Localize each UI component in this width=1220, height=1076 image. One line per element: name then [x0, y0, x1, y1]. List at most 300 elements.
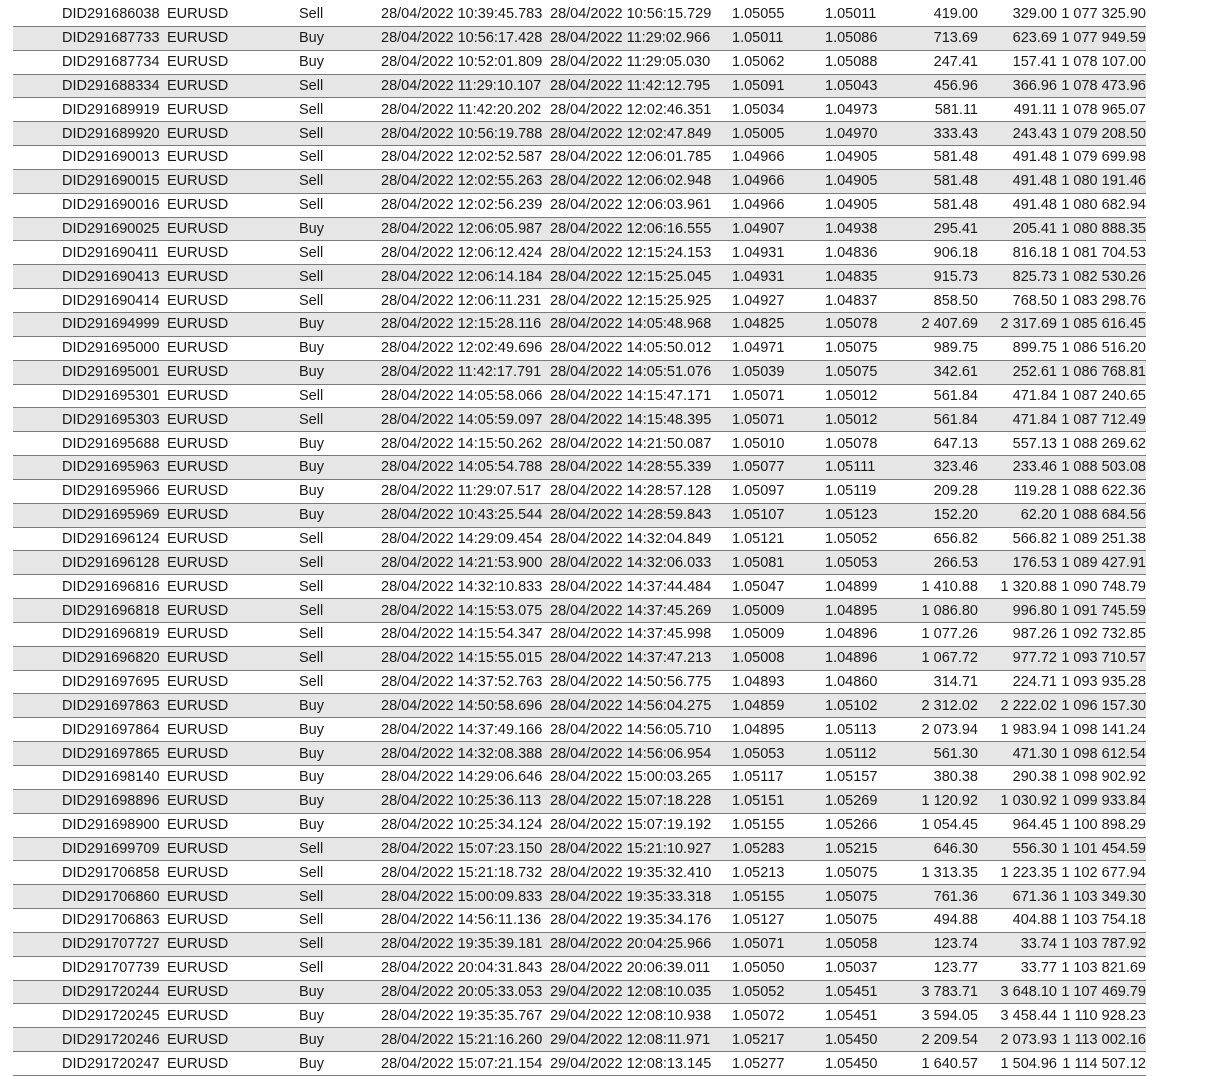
- net-profit-cell: 176.53: [978, 551, 1057, 575]
- table-row: [13, 551, 1146, 575]
- net-profit-cell: 671.36: [978, 885, 1057, 909]
- trade-type-cell: Sell: [299, 575, 381, 599]
- gross-profit-cell: 656.82: [905, 527, 978, 551]
- close-price-cell: 1.04905: [825, 146, 905, 170]
- balance-cell: 1 107 469.79: [1057, 980, 1146, 1004]
- deal-id-cell: DID291706863: [13, 909, 167, 933]
- balance-cell: 1 103 754.18: [1057, 909, 1146, 933]
- symbol-cell: EURUSD: [167, 527, 299, 551]
- symbol-cell: EURUSD: [167, 932, 299, 956]
- trade-type-cell: Sell: [299, 265, 381, 289]
- close-price-cell: 1.04837: [825, 289, 905, 313]
- close-time-cell: 28/04/2022 14:28:59.843: [550, 503, 732, 527]
- deal-id-cell: DID291720247: [13, 1052, 167, 1076]
- symbol-cell: EURUSD: [167, 265, 299, 289]
- close-time-cell: 28/04/2022 14:56:04.275: [550, 694, 732, 718]
- deal-id-cell: DID291696819: [13, 622, 167, 646]
- close-price-cell: 1.05052: [825, 527, 905, 551]
- balance-cell: 1 088 269.62: [1057, 432, 1146, 456]
- balance-cell: 1 081 704.53: [1057, 241, 1146, 265]
- symbol-cell: EURUSD: [167, 670, 299, 694]
- open-price-cell: 1.05011: [732, 26, 825, 50]
- close-price-cell: 1.05451: [825, 980, 905, 1004]
- deal-id-cell: DID291694999: [13, 312, 167, 336]
- open-time-cell: 28/04/2022 11:42:20.202: [381, 98, 550, 122]
- deal-id-cell: DID291689919: [13, 98, 167, 122]
- gross-profit-cell: 1 410.88: [905, 575, 978, 599]
- trade-type-cell: Buy: [299, 479, 381, 503]
- symbol-cell: EURUSD: [167, 694, 299, 718]
- close-time-cell: 28/04/2022 15:07:18.228: [550, 789, 732, 813]
- open-time-cell: 28/04/2022 14:15:53.075: [381, 599, 550, 623]
- table-row: [13, 813, 1146, 837]
- balance-cell: 1 088 622.36: [1057, 479, 1146, 503]
- balance-cell: 1 114 507.12: [1057, 1052, 1146, 1076]
- open-time-cell: 28/04/2022 12:02:55.263: [381, 169, 550, 193]
- gross-profit-cell: 123.77: [905, 956, 978, 980]
- table-row: [13, 336, 1146, 360]
- close-price-cell: 1.04905: [825, 169, 905, 193]
- net-profit-cell: 33.77: [978, 956, 1057, 980]
- balance-cell: 1 079 699.98: [1057, 146, 1146, 170]
- table-row: [13, 837, 1146, 861]
- open-time-cell: 28/04/2022 10:52:01.809: [381, 50, 550, 74]
- close-price-cell: 1.04836: [825, 241, 905, 265]
- open-price-cell: 1.05009: [732, 599, 825, 623]
- net-profit-cell: 1 030.92: [978, 789, 1057, 813]
- balance-cell: 1 091 745.59: [1057, 599, 1146, 623]
- deal-id-cell: DID291698896: [13, 789, 167, 813]
- net-profit-cell: 233.46: [978, 456, 1057, 480]
- open-time-cell: 28/04/2022 19:35:39.181: [381, 932, 550, 956]
- symbol-cell: EURUSD: [167, 718, 299, 742]
- symbol-cell: EURUSD: [167, 885, 299, 909]
- deal-id-cell: DID291696124: [13, 527, 167, 551]
- trade-type-cell: Sell: [299, 646, 381, 670]
- open-price-cell: 1.05107: [732, 503, 825, 527]
- net-profit-cell: 366.96: [978, 74, 1057, 98]
- deal-id-cell: DID291707739: [13, 956, 167, 980]
- symbol-cell: EURUSD: [167, 575, 299, 599]
- close-time-cell: 28/04/2022 14:56:05.710: [550, 718, 732, 742]
- close-time-cell: 28/04/2022 14:56:06.954: [550, 742, 732, 766]
- close-price-cell: 1.05086: [825, 26, 905, 50]
- open-price-cell: 1.04971: [732, 336, 825, 360]
- close-price-cell: 1.05078: [825, 432, 905, 456]
- deal-id-cell: DID291695303: [13, 408, 167, 432]
- net-profit-cell: 404.88: [978, 909, 1057, 933]
- trade-type-cell: Buy: [299, 432, 381, 456]
- balance-cell: 1 077 949.59: [1057, 26, 1146, 50]
- table-row: [13, 146, 1146, 170]
- deal-id-cell: DID291696820: [13, 646, 167, 670]
- close-time-cell: 29/04/2022 12:08:10.938: [550, 1004, 732, 1028]
- net-profit-cell: 224.71: [978, 670, 1057, 694]
- symbol-cell: EURUSD: [167, 766, 299, 790]
- table-row: [13, 646, 1146, 670]
- gross-profit-cell: 2 407.69: [905, 312, 978, 336]
- net-profit-cell: 491.48: [978, 193, 1057, 217]
- open-time-cell: 28/04/2022 14:21:53.900: [381, 551, 550, 575]
- close-price-cell: 1.05450: [825, 1052, 905, 1076]
- symbol-cell: EURUSD: [167, 384, 299, 408]
- deal-id-cell: DID291695001: [13, 360, 167, 384]
- trade-type-cell: Sell: [299, 885, 381, 909]
- gross-profit-cell: 906.18: [905, 241, 978, 265]
- open-time-cell: 28/04/2022 12:02:56.239: [381, 193, 550, 217]
- close-price-cell: 1.05102: [825, 694, 905, 718]
- close-time-cell: 28/04/2022 14:32:04.849: [550, 527, 732, 551]
- deal-id-cell: DID291686038: [13, 3, 167, 26]
- gross-profit-cell: 561.84: [905, 408, 978, 432]
- trade-type-cell: Buy: [299, 503, 381, 527]
- trade-type-cell: Buy: [299, 718, 381, 742]
- trade-type-cell: Sell: [299, 289, 381, 313]
- table-row: [13, 503, 1146, 527]
- symbol-cell: EURUSD: [167, 408, 299, 432]
- balance-cell: 1 086 516.20: [1057, 336, 1146, 360]
- open-time-cell: 28/04/2022 14:15:50.262: [381, 432, 550, 456]
- open-price-cell: 1.05008: [732, 646, 825, 670]
- gross-profit-cell: 2 073.94: [905, 718, 978, 742]
- trade-type-cell: Sell: [299, 98, 381, 122]
- trade-type-cell: Sell: [299, 861, 381, 885]
- open-price-cell: 1.05062: [732, 50, 825, 74]
- close-time-cell: 28/04/2022 11:42:12.795: [550, 74, 732, 98]
- close-time-cell: 28/04/2022 14:37:47.213: [550, 646, 732, 670]
- deal-id-cell: DID291697863: [13, 694, 167, 718]
- close-price-cell: 1.04899: [825, 575, 905, 599]
- close-price-cell: 1.05053: [825, 551, 905, 575]
- symbol-cell: EURUSD: [167, 217, 299, 241]
- gross-profit-cell: 209.28: [905, 479, 978, 503]
- close-price-cell: 1.04896: [825, 622, 905, 646]
- open-time-cell: 28/04/2022 14:37:49.166: [381, 718, 550, 742]
- open-price-cell: 1.05005: [732, 122, 825, 146]
- trade-type-cell: Buy: [299, 694, 381, 718]
- deal-id-cell: DID291695966: [13, 479, 167, 503]
- gross-profit-cell: 858.50: [905, 289, 978, 313]
- close-time-cell: 28/04/2022 12:15:25.045: [550, 265, 732, 289]
- open-time-cell: 28/04/2022 12:06:14.184: [381, 265, 550, 289]
- balance-cell: 1 080 191.46: [1057, 169, 1146, 193]
- close-time-cell: 28/04/2022 14:05:48.968: [550, 312, 732, 336]
- table-row: [13, 384, 1146, 408]
- trade-type-cell: Buy: [299, 217, 381, 241]
- close-price-cell: 1.05113: [825, 718, 905, 742]
- trade-type-cell: Buy: [299, 742, 381, 766]
- symbol-cell: EURUSD: [167, 456, 299, 480]
- trade-type-cell: Sell: [299, 527, 381, 551]
- trade-type-cell: Buy: [299, 360, 381, 384]
- close-price-cell: 1.05011: [825, 3, 905, 26]
- close-price-cell: 1.05075: [825, 360, 905, 384]
- table-row: [13, 1028, 1146, 1052]
- gross-profit-cell: 581.48: [905, 193, 978, 217]
- close-price-cell: 1.05266: [825, 813, 905, 837]
- table-row: [13, 599, 1146, 623]
- close-price-cell: 1.05037: [825, 956, 905, 980]
- open-time-cell: 28/04/2022 12:15:28.116: [381, 312, 550, 336]
- close-price-cell: 1.05012: [825, 384, 905, 408]
- table-row: [13, 694, 1146, 718]
- deal-id-cell: DID291720244: [13, 980, 167, 1004]
- open-time-cell: 28/04/2022 12:02:49.696: [381, 336, 550, 360]
- close-time-cell: 28/04/2022 19:35:32.410: [550, 861, 732, 885]
- open-price-cell: 1.04966: [732, 169, 825, 193]
- trade-table-body: [13, 3, 1146, 1075]
- balance-cell: 1 110 928.23: [1057, 1004, 1146, 1028]
- close-time-cell: 28/04/2022 20:06:39.011: [550, 956, 732, 980]
- gross-profit-cell: 1 640.57: [905, 1052, 978, 1076]
- net-profit-cell: 33.74: [978, 932, 1057, 956]
- balance-cell: 1 090 748.79: [1057, 575, 1146, 599]
- symbol-cell: EURUSD: [167, 241, 299, 265]
- close-time-cell: 28/04/2022 12:15:25.925: [550, 289, 732, 313]
- deal-id-cell: DID291696128: [13, 551, 167, 575]
- symbol-cell: EURUSD: [167, 1028, 299, 1052]
- close-price-cell: 1.04835: [825, 265, 905, 289]
- close-time-cell: 29/04/2022 12:08:10.035: [550, 980, 732, 1004]
- net-profit-cell: 1 223.35: [978, 861, 1057, 885]
- balance-cell: 1 103 787.92: [1057, 932, 1146, 956]
- symbol-cell: EURUSD: [167, 98, 299, 122]
- balance-cell: 1 098 612.54: [1057, 742, 1146, 766]
- balance-cell: 1 098 902.92: [1057, 766, 1146, 790]
- open-price-cell: 1.05047: [732, 575, 825, 599]
- close-time-cell: 28/04/2022 12:02:47.849: [550, 122, 732, 146]
- open-price-cell: 1.05010: [732, 432, 825, 456]
- net-profit-cell: 243.43: [978, 122, 1057, 146]
- net-profit-cell: 566.82: [978, 527, 1057, 551]
- open-time-cell: 28/04/2022 12:06:05.987: [381, 217, 550, 241]
- trade-type-cell: Buy: [299, 980, 381, 1004]
- deal-id-cell: DID291695688: [13, 432, 167, 456]
- close-price-cell: 1.05075: [825, 336, 905, 360]
- balance-cell: 1 087 712.49: [1057, 408, 1146, 432]
- trade-type-cell: Sell: [299, 241, 381, 265]
- deal-id-cell: DID291695301: [13, 384, 167, 408]
- close-time-cell: 29/04/2022 12:08:11.971: [550, 1028, 732, 1052]
- deal-id-cell: DID291689920: [13, 122, 167, 146]
- close-time-cell: 28/04/2022 19:35:34.176: [550, 909, 732, 933]
- close-price-cell: 1.04938: [825, 217, 905, 241]
- gross-profit-cell: 1 313.35: [905, 861, 978, 885]
- trade-type-cell: Buy: [299, 1052, 381, 1076]
- balance-cell: 1 093 935.28: [1057, 670, 1146, 694]
- open-price-cell: 1.05283: [732, 837, 825, 861]
- deal-id-cell: DID291690015: [13, 169, 167, 193]
- table-row: [13, 98, 1146, 122]
- table-row: [13, 217, 1146, 241]
- close-price-cell: 1.05075: [825, 861, 905, 885]
- trade-type-cell: Sell: [299, 146, 381, 170]
- net-profit-cell: 2 222.02: [978, 694, 1057, 718]
- open-price-cell: 1.05072: [732, 1004, 825, 1028]
- deal-id-cell: DID291690411: [13, 241, 167, 265]
- open-price-cell: 1.04825: [732, 312, 825, 336]
- trade-type-cell: Sell: [299, 384, 381, 408]
- deal-id-cell: DID291697864: [13, 718, 167, 742]
- close-price-cell: 1.04895: [825, 599, 905, 623]
- open-time-cell: 28/04/2022 15:07:23.150: [381, 837, 550, 861]
- table-row: [13, 670, 1146, 694]
- table-row: [13, 479, 1146, 503]
- trade-type-cell: Buy: [299, 456, 381, 480]
- gross-profit-cell: 266.53: [905, 551, 978, 575]
- net-profit-cell: 899.75: [978, 336, 1057, 360]
- symbol-cell: EURUSD: [167, 432, 299, 456]
- net-profit-cell: 2 317.69: [978, 312, 1057, 336]
- deal-id-cell: DID291696818: [13, 599, 167, 623]
- close-time-cell: 28/04/2022 12:02:46.351: [550, 98, 732, 122]
- close-price-cell: 1.04896: [825, 646, 905, 670]
- close-price-cell: 1.04860: [825, 670, 905, 694]
- close-time-cell: 28/04/2022 14:28:57.128: [550, 479, 732, 503]
- close-time-cell: 28/04/2022 10:56:15.729: [550, 3, 732, 26]
- close-time-cell: 28/04/2022 15:21:10.927: [550, 837, 732, 861]
- gross-profit-cell: 342.61: [905, 360, 978, 384]
- gross-profit-cell: 1 067.72: [905, 646, 978, 670]
- open-price-cell: 1.04895: [732, 718, 825, 742]
- table-row: [13, 74, 1146, 98]
- open-price-cell: 1.04859: [732, 694, 825, 718]
- close-time-cell: 28/04/2022 11:29:05.030: [550, 50, 732, 74]
- close-price-cell: 1.05215: [825, 837, 905, 861]
- deal-id-cell: DID291720246: [13, 1028, 167, 1052]
- trade-type-cell: Sell: [299, 622, 381, 646]
- open-price-cell: 1.05217: [732, 1028, 825, 1052]
- open-time-cell: 28/04/2022 11:29:07.517: [381, 479, 550, 503]
- balance-cell: 1 102 677.94: [1057, 861, 1146, 885]
- gross-profit-cell: 295.41: [905, 217, 978, 241]
- symbol-cell: EURUSD: [167, 169, 299, 193]
- symbol-cell: EURUSD: [167, 1004, 299, 1028]
- balance-cell: 1 098 141.24: [1057, 718, 1146, 742]
- open-price-cell: 1.05034: [732, 98, 825, 122]
- open-time-cell: 28/04/2022 10:39:45.783: [381, 3, 550, 26]
- close-price-cell: 1.05075: [825, 885, 905, 909]
- net-profit-cell: 556.30: [978, 837, 1057, 861]
- open-price-cell: 1.05277: [732, 1052, 825, 1076]
- open-price-cell: 1.05151: [732, 789, 825, 813]
- close-time-cell: 28/04/2022 12:06:02.948: [550, 169, 732, 193]
- trade-type-cell: Sell: [299, 74, 381, 98]
- balance-cell: 1 113 002.16: [1057, 1028, 1146, 1052]
- open-time-cell: 28/04/2022 10:43:25.544: [381, 503, 550, 527]
- close-time-cell: 28/04/2022 15:00:03.265: [550, 766, 732, 790]
- open-price-cell: 1.04931: [732, 241, 825, 265]
- open-time-cell: 28/04/2022 19:35:35.767: [381, 1004, 550, 1028]
- balance-cell: 1 080 888.35: [1057, 217, 1146, 241]
- table-row: [13, 408, 1146, 432]
- gross-profit-cell: 761.36: [905, 885, 978, 909]
- open-time-cell: 28/04/2022 15:00:09.833: [381, 885, 550, 909]
- deal-id-cell: DID291690413: [13, 265, 167, 289]
- close-time-cell: 28/04/2022 14:05:51.076: [550, 360, 732, 384]
- symbol-cell: EURUSD: [167, 622, 299, 646]
- net-profit-cell: 119.28: [978, 479, 1057, 503]
- close-time-cell: 28/04/2022 14:50:56.775: [550, 670, 732, 694]
- deal-id-cell: DID291699709: [13, 837, 167, 861]
- table-row: [13, 766, 1146, 790]
- symbol-cell: EURUSD: [167, 909, 299, 933]
- trade-type-cell: Sell: [299, 909, 381, 933]
- gross-profit-cell: 380.38: [905, 766, 978, 790]
- table-row: [13, 3, 1146, 26]
- gross-profit-cell: 123.74: [905, 932, 978, 956]
- table-row: [13, 1052, 1146, 1076]
- gross-profit-cell: 314.71: [905, 670, 978, 694]
- open-price-cell: 1.05071: [732, 408, 825, 432]
- gross-profit-cell: 1 077.26: [905, 622, 978, 646]
- balance-cell: 1 096 157.30: [1057, 694, 1146, 718]
- deal-id-cell: DID291697695: [13, 670, 167, 694]
- gross-profit-cell: 494.88: [905, 909, 978, 933]
- open-price-cell: 1.04907: [732, 217, 825, 241]
- net-profit-cell: 964.45: [978, 813, 1057, 837]
- table-row: [13, 861, 1146, 885]
- table-row: [13, 1004, 1146, 1028]
- deal-id-cell: DID291687733: [13, 26, 167, 50]
- table-row: [13, 312, 1146, 336]
- close-time-cell: 28/04/2022 12:15:24.153: [550, 241, 732, 265]
- close-price-cell: 1.05078: [825, 312, 905, 336]
- gross-profit-cell: 152.20: [905, 503, 978, 527]
- table-row: [13, 718, 1146, 742]
- balance-cell: 1 101 454.59: [1057, 837, 1146, 861]
- gross-profit-cell: 419.00: [905, 3, 978, 26]
- table-row: [13, 26, 1146, 50]
- deal-id-cell: DID291690414: [13, 289, 167, 313]
- open-price-cell: 1.05155: [732, 885, 825, 909]
- net-profit-cell: 977.72: [978, 646, 1057, 670]
- table-row: [13, 122, 1146, 146]
- net-profit-cell: 491.48: [978, 169, 1057, 193]
- trade-type-cell: Buy: [299, 312, 381, 336]
- close-time-cell: 28/04/2022 14:28:55.339: [550, 456, 732, 480]
- open-time-cell: 28/04/2022 12:02:52.587: [381, 146, 550, 170]
- open-price-cell: 1.05097: [732, 479, 825, 503]
- trade-type-cell: Sell: [299, 408, 381, 432]
- open-time-cell: 28/04/2022 14:37:52.763: [381, 670, 550, 694]
- gross-profit-cell: 561.30: [905, 742, 978, 766]
- open-price-cell: 1.05121: [732, 527, 825, 551]
- close-price-cell: 1.05123: [825, 503, 905, 527]
- close-price-cell: 1.04905: [825, 193, 905, 217]
- net-profit-cell: 825.73: [978, 265, 1057, 289]
- open-time-cell: 28/04/2022 14:05:59.097: [381, 408, 550, 432]
- open-time-cell: 28/04/2022 20:05:33.053: [381, 980, 550, 1004]
- net-profit-cell: 1 983.94: [978, 718, 1057, 742]
- trade-type-cell: Buy: [299, 813, 381, 837]
- trade-type-cell: Sell: [299, 193, 381, 217]
- symbol-cell: EURUSD: [167, 26, 299, 50]
- open-time-cell: 28/04/2022 14:05:58.066: [381, 384, 550, 408]
- symbol-cell: EURUSD: [167, 312, 299, 336]
- net-profit-cell: 471.30: [978, 742, 1057, 766]
- close-price-cell: 1.05450: [825, 1028, 905, 1052]
- balance-cell: 1 086 768.81: [1057, 360, 1146, 384]
- close-time-cell: 28/04/2022 14:32:06.033: [550, 551, 732, 575]
- deal-id-cell: DID291695000: [13, 336, 167, 360]
- table-row: [13, 885, 1146, 909]
- close-time-cell: 28/04/2022 15:07:19.192: [550, 813, 732, 837]
- open-time-cell: 28/04/2022 14:15:54.347: [381, 622, 550, 646]
- balance-cell: 1 078 473.96: [1057, 74, 1146, 98]
- balance-cell: 1 088 503.08: [1057, 456, 1146, 480]
- open-time-cell: 28/04/2022 14:56:11.136: [381, 909, 550, 933]
